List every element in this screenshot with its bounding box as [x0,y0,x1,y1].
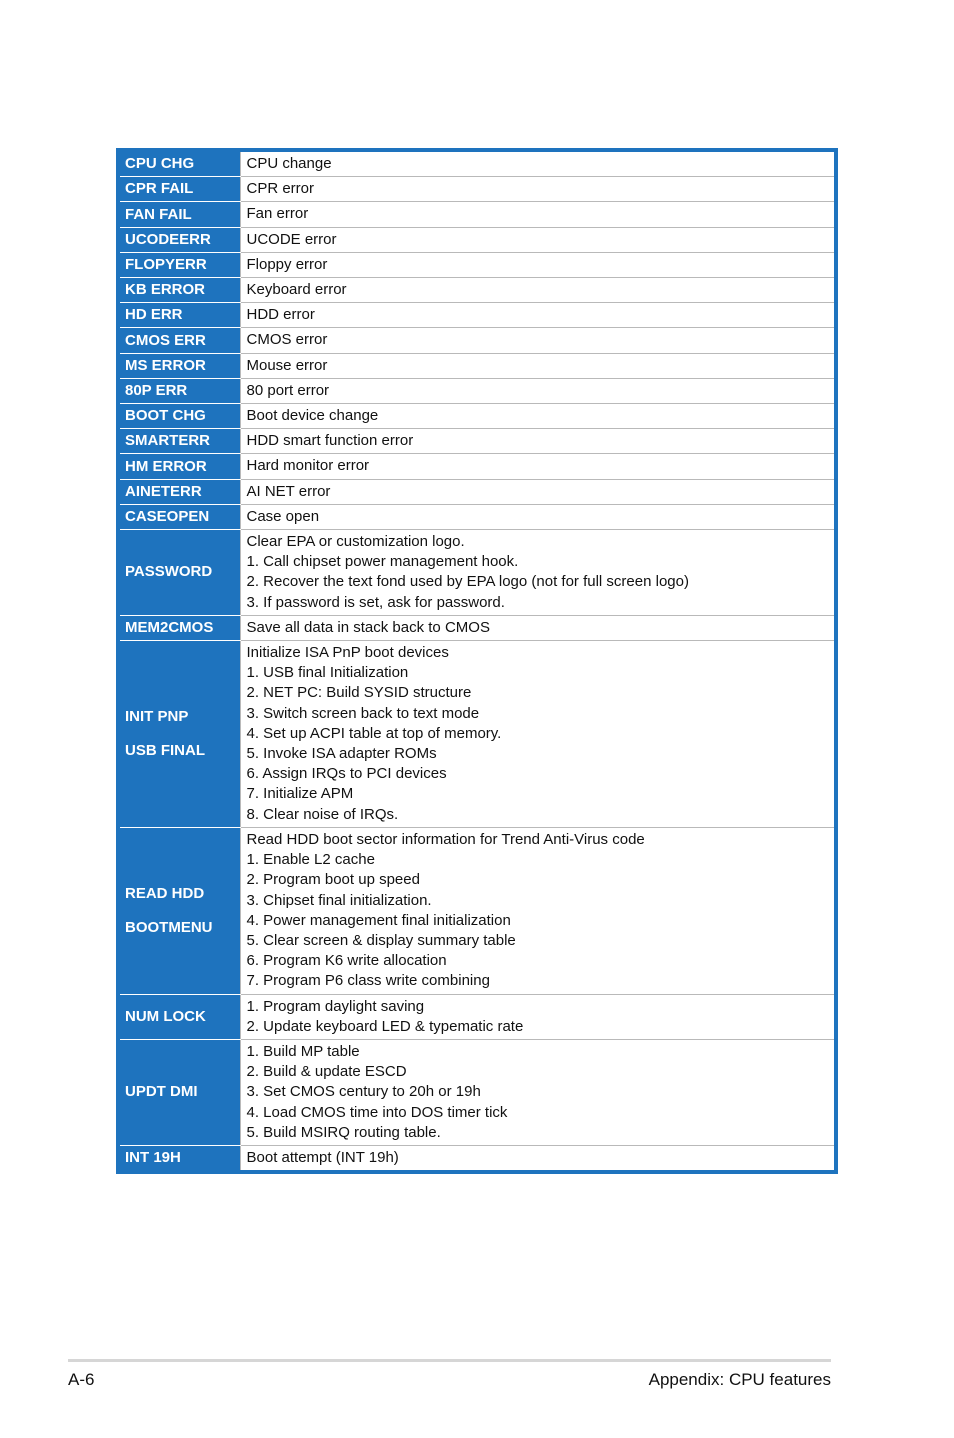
code-label: USB FINAL [125,741,205,759]
description-line: 8. Clear noise of IRQs. [246,805,399,823]
code-label: FAN FAIL [125,205,192,223]
description-line: 2. Recover the text fond used by EPA logo (not for full screen logo) [246,573,689,591]
description-cell [240,1039,836,1145]
table-row [118,227,836,252]
table-row [118,615,836,640]
code-cell [118,202,240,227]
description-cell [240,404,836,429]
code-label: SMARTERR [125,432,210,450]
description-line: 80 port error [246,381,330,399]
description-line: UCODE error [246,230,337,248]
description-line: 4. Set up ACPI table at top of memory. [246,724,502,742]
description-cell [240,150,836,177]
code-label: BOOT CHG [125,407,206,425]
description-line: 7. Initialize APM [246,785,354,803]
description-cell [240,615,836,640]
code-cell [118,378,240,403]
description-line: 6. Program K6 write allocation [246,952,447,970]
code-cell [118,227,240,252]
description-cell [240,530,836,616]
code-label: CPU CHG [125,155,195,173]
code-cell [118,827,240,994]
post-code-table [116,148,838,1174]
code-label: UPDT DMI [125,1083,198,1101]
description-line: Read HDD boot sector information for Trend Anti-Virus code [246,830,645,848]
code-cell [118,252,240,277]
code-label: NUM LOCK [125,1007,206,1025]
description-line: 1. Build MP table [246,1042,360,1060]
description-line: Case open [246,507,320,525]
table-row [118,150,836,177]
description-cell [240,303,836,328]
description-line: Initialize ISA PnP boot devices [246,644,449,662]
footer-rule [68,1359,831,1362]
code-cell [118,641,240,828]
description-line: 2. NET PC: Build SYSID structure [246,684,472,702]
code-label: 80P ERR [125,381,188,399]
description-line: 3. Set CMOS century to 20h or 19h [246,1083,481,1101]
table-row [118,303,836,328]
description-line: 3. If password is set, ask for password. [246,593,505,611]
description-line: 1. Program daylight saving [246,997,425,1015]
table-row [118,1145,836,1172]
table-row [118,429,836,454]
code-cell [118,479,240,504]
description-line: 2. Build & update ESCD [246,1063,407,1081]
description-cell [240,252,836,277]
code-cell [118,994,240,1039]
code-label: MS ERROR [125,356,206,374]
description-cell [240,641,836,828]
description-line: 6. Assign IRQs to PCI devices [246,765,447,783]
code-label: FLOPYERR [125,255,207,273]
page-number: A-6 [68,1370,95,1389]
description-line: HDD smart function error [246,432,414,450]
code-cell [118,177,240,202]
code-cell [118,404,240,429]
code-cell [118,615,240,640]
description-cell [240,177,836,202]
description-cell [240,454,836,479]
code-cell [118,278,240,303]
description-line: 2. Update keyboard LED & typematic rate [246,1017,524,1035]
description-cell [240,328,836,353]
code-cell [118,1145,240,1172]
description-cell [240,994,836,1039]
description-line: 7. Program P6 class write combining [246,972,490,990]
code-cell [118,303,240,328]
description-line: 1. USB final Initialization [246,664,409,682]
code-label: PASSWORD [125,563,213,581]
code-cell [118,530,240,616]
description-line: 2. Program boot up speed [246,871,420,889]
description-line: 5. Build MSIRQ routing table. [246,1123,441,1141]
code-cell [118,353,240,378]
code-label: UCODEERR [125,230,211,248]
table-row [118,504,836,529]
code-cell [118,1039,240,1145]
description-line: AI NET error [246,482,331,500]
table-row [118,827,836,994]
table-row [118,328,836,353]
description-cell [240,202,836,227]
description-cell [240,479,836,504]
description-line: CPU change [246,155,332,172]
description-line: 3. Switch screen back to text mode [246,704,480,722]
table-row [118,177,836,202]
description-line: CPR error [246,180,315,198]
table-row [118,252,836,277]
footer-section-title: Appendix: CPU features [648,1370,831,1389]
description-cell [240,227,836,252]
code-label: INIT PNP [125,707,189,725]
code-label: READ HDD [125,884,205,902]
table-row [118,479,836,504]
code-cell [118,150,240,177]
table-row [118,404,836,429]
code-cell [118,504,240,529]
code-cell [118,328,240,353]
code-cell [118,454,240,479]
table-row [118,994,836,1039]
description-line: Hard monitor error [246,457,370,475]
table-row [118,353,836,378]
description-cell [240,504,836,529]
description-line: 4. Power management final initialization [246,911,511,929]
table-row [118,278,836,303]
description-line: 5. Invoke ISA adapter ROMs [246,745,437,763]
code-label: CPR FAIL [125,180,194,198]
code-label: MEM2CMOS [125,618,214,636]
code-label: CMOS ERR [125,331,206,349]
description-line: Boot attempt (INT 19h) [246,1148,399,1166]
description-cell [240,1145,836,1172]
code-label: CASEOPEN [125,507,210,525]
description-line: 1. Enable L2 cache [246,851,375,869]
description-line: Boot device change [246,407,379,425]
table-row [118,454,836,479]
description-line: Mouse error [246,356,328,374]
table-row [118,641,836,828]
table-row [118,1039,836,1145]
code-cell [118,429,240,454]
post-code-table-body [118,150,836,1172]
description-line: HDD error [246,306,315,324]
description-cell [240,827,836,994]
description-line: Keyboard error [246,281,347,299]
code-label: KB ERROR [125,281,206,299]
description-line: Fan error [246,205,309,223]
description-line: Clear EPA or customization logo. [246,533,465,551]
description-cell [240,278,836,303]
code-label: HM ERROR [125,457,207,475]
description-cell [240,353,836,378]
description-line: Floppy error [246,255,328,273]
description-line: 1. Call chipset power management hook. [246,553,519,571]
description-line: CMOS error [246,331,328,349]
code-label: AINETERR [125,482,202,500]
code-label: HD ERR [125,306,183,324]
description-cell [240,429,836,454]
code-label: BOOTMENU [125,918,213,936]
description-line: 3. Chipset final initialization. [246,891,432,909]
code-label: INT 19H [125,1149,181,1167]
description-line: 5. Clear screen & display summary table [246,931,516,949]
description-cell [240,378,836,403]
table-row [118,378,836,403]
description-line: 4. Load CMOS time into DOS timer tick [246,1103,508,1121]
table-row [118,202,836,227]
table-row [118,530,836,616]
description-line: Save all data in stack back to CMOS [246,618,490,636]
